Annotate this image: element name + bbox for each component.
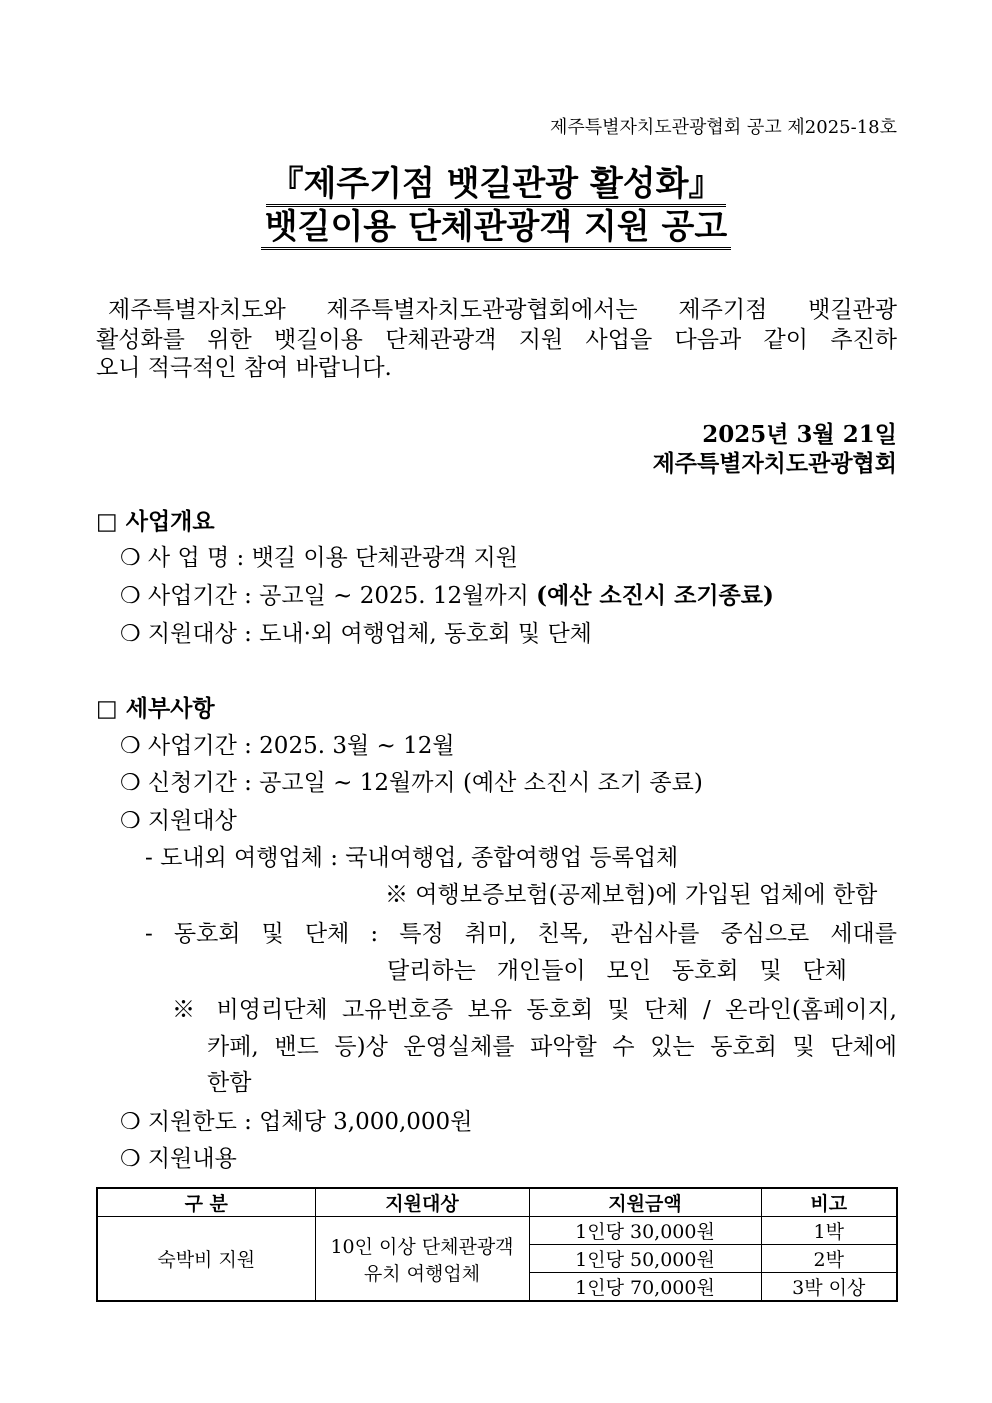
detail-line: ❍ 지원내용 <box>120 1146 237 1172</box>
category-cell: 숙박비 지원 <box>97 1217 315 1302</box>
detail-line: ※ 여행보증보험(공제보험)에 가입된 업체에 한함 <box>385 882 878 908</box>
detail-line: 한함 <box>207 1070 252 1096</box>
title-text-2: 뱃길이용 단체관광객 지원 공고 <box>261 207 731 250</box>
header-cell: 구 분 <box>97 1188 315 1217</box>
overview-item-bold: (예산 소진시 조기종료) <box>536 582 774 609</box>
amount-cell: 1인당 70,000원 <box>529 1273 761 1302</box>
overview-item-text: ❍ 사업기간 : 공고일 ~ 2025. 12월까지 <box>120 583 537 609</box>
note-cell: 2박 <box>761 1245 897 1273</box>
detail-line: 달리하는 개인들이 모인 동호회 및 단체 <box>387 958 847 984</box>
section-heading-details: □ 세부사항 <box>96 695 215 722</box>
header-cell: 비고 <box>761 1188 897 1217</box>
amount-cell: 1인당 50,000원 <box>529 1245 761 1273</box>
table-header-row <box>97 1188 897 1217</box>
title-line-2 <box>0 205 992 249</box>
intro-line: 오니 적극적인 참여 바랍니다. <box>96 355 392 381</box>
overview-item: ❍ 사 업 명 : 뱃길 이용 단체관광객 지원 <box>120 545 518 571</box>
note-cell: 3박 이상 <box>761 1273 897 1302</box>
detail-line: ※ 비영리단체 고유번호증 보유 동호회 및 단체 / 온라인(홈페이지, <box>172 997 897 1023</box>
notice-number: 제주특별자치도관광협회 공고 제2025-18호 <box>549 117 897 138</box>
support-table <box>96 1187 898 1302</box>
detail-line: - 도내외 여행업체 : 국내여행업, 종합여행업 등록업체 <box>145 845 679 871</box>
amount-cell: 1인당 30,000원 <box>529 1217 761 1245</box>
note-cell: 1박 <box>761 1217 897 1245</box>
target-cell <box>315 1217 529 1302</box>
target-line: 10인 이상 단체관광객 <box>330 1235 514 1258</box>
title-text-1: 『제주기점 뱃길관광 활성화』 <box>266 164 727 207</box>
detail-line: 카페, 밴드 등)상 운영실체를 파악할 수 있는 동호회 및 단체에 <box>207 1034 897 1060</box>
overview-item: ❍ 지원대상 : 도내·외 여행업체, 동호회 및 단체 <box>120 621 592 647</box>
section-heading-overview: □ 사업개요 <box>96 508 215 535</box>
header-cell: 지원대상 <box>315 1188 529 1217</box>
intro-line: 활성화를 위한 뱃길이용 단체관광객 지원 사업을 다음과 같이 추진하 <box>96 327 897 353</box>
issuer: 제주특별자치도관광협회 <box>652 450 897 477</box>
detail-line: ❍ 지원한도 : 업체당 3,000,000원 <box>120 1109 473 1135</box>
intro-line: 제주특별자치도와 제주특별자치도관광협회에서는 제주기점 뱃길관광 <box>108 297 897 323</box>
target-line: 유치 여행업체 <box>363 1262 481 1285</box>
detail-line: ❍ 지원대상 <box>120 808 237 834</box>
title-line-1 <box>0 162 992 206</box>
header-cell: 지원금액 <box>529 1188 761 1217</box>
detail-line: ❍ 신청기간 : 공고일 ~ 12월까지 (예산 소진시 조기 종료) <box>120 770 703 796</box>
table-row <box>97 1217 897 1245</box>
detail-line: - 동호회 및 단체 : 특정 취미, 친목, 관심사를 중심으로 세대를 <box>145 921 897 947</box>
detail-line: ❍ 사업기간 : 2025. 3월 ~ 12월 <box>120 733 455 759</box>
notice-date: 2025년 3월 21일 <box>702 421 897 448</box>
overview-item <box>120 581 774 611</box>
